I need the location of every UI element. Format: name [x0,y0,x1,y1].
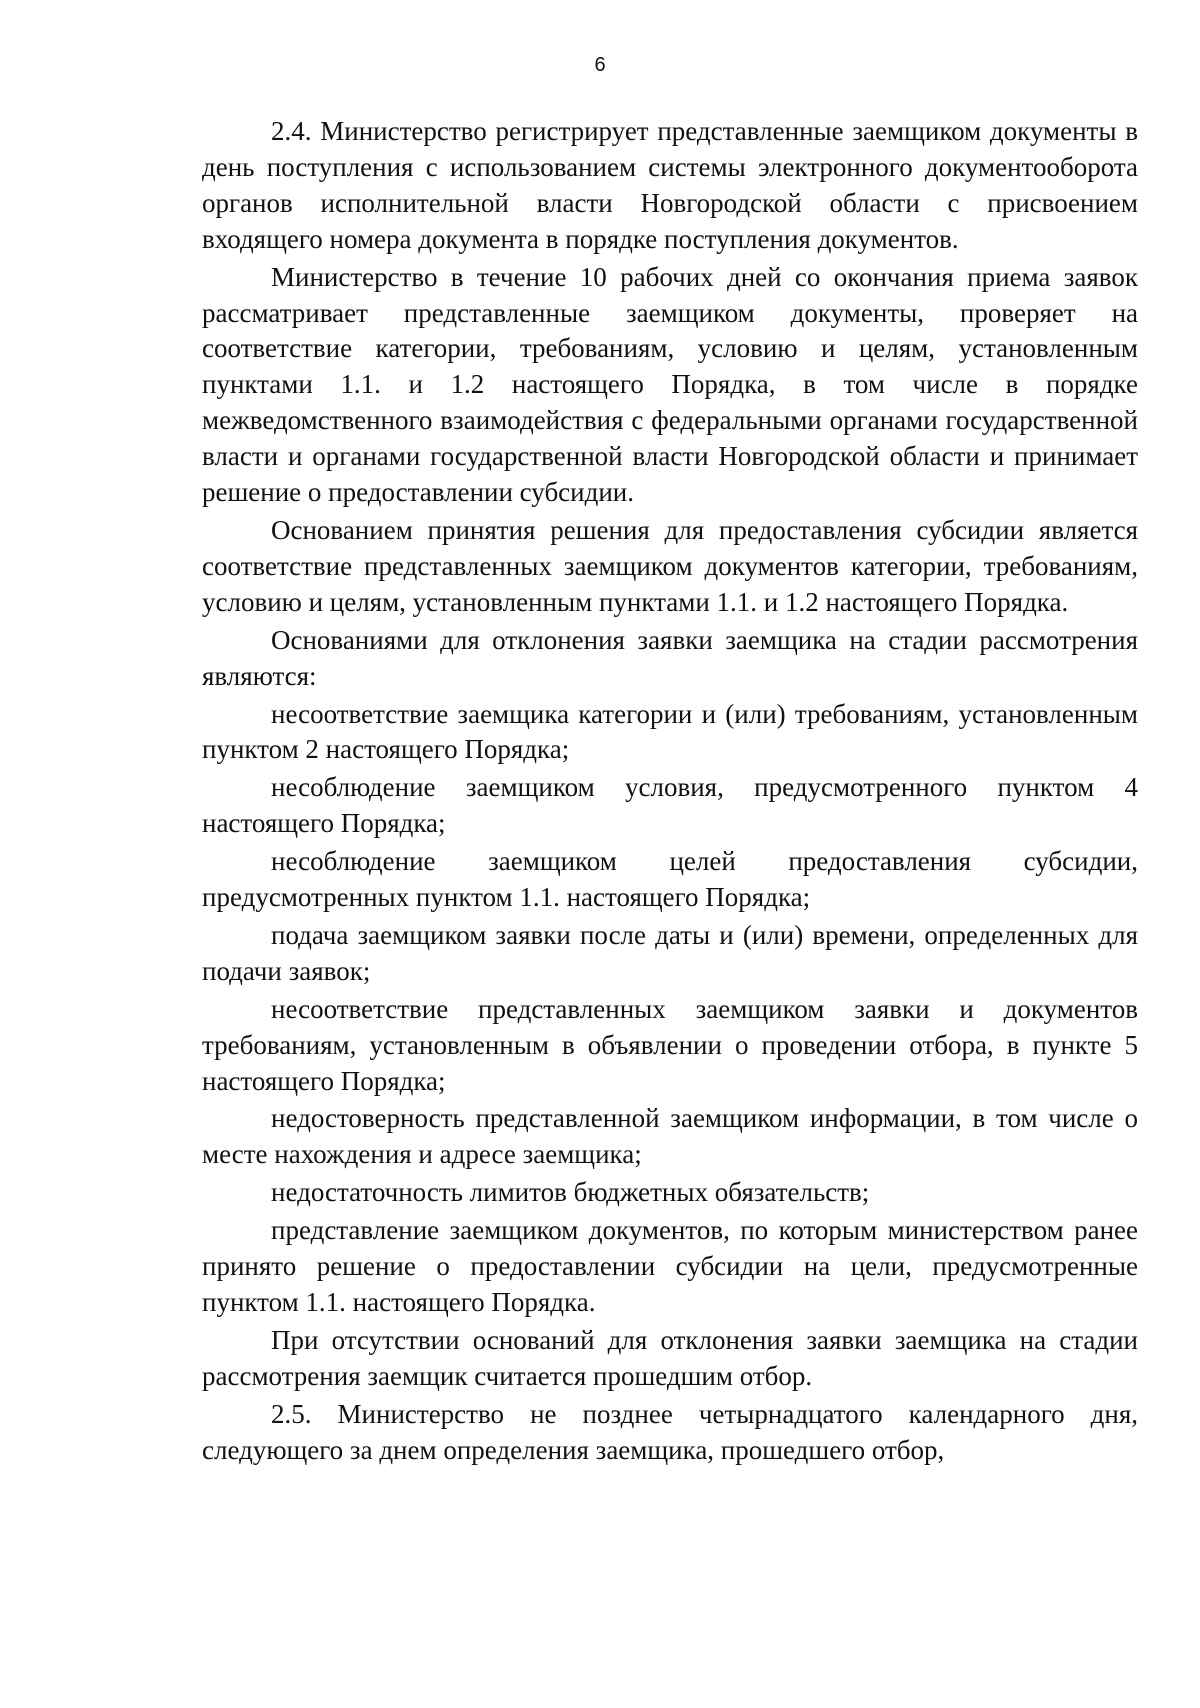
list-item-category-mismatch: несоответствие заемщика категории и (или) требованиям, установленным пунктом 2 настоящего Порядка; [202,698,1138,765]
document-body [202,114,1138,1469]
paragraph-rejection-grounds-intro: Основаниями для отклонения заявки заемщика на стадии рассмотрения являются: [202,624,1138,691]
list-item-false-information: недостоверность представленной заемщиком информации, в том числе о месте нахождения и адресе заемщика; [202,1103,1138,1170]
list-item-duplicate-documents: представление заемщиком документов, по которым министерством ранее принято решение о предоставлении субсидии на цели, предусмотренные пунктом 1.1. настоящего Порядка. [202,1215,1138,1317]
paragraph-decision-basis: Основанием принятия решения для предоставления субсидии является соответствие представленных заемщиком документов категории, требованиям, условию и целям, установленным пунктами 1.1. и 1.2 настоящего Порядка. [202,514,1138,617]
list-item-goals-violation: несоблюдение заемщиком целей предоставления субсидии, предусмотренных пунктом 1.1. настоящего Порядка; [202,846,1138,913]
list-item-documents-mismatch: несоответствие представленных заемщиком заявки и документов требованиям, установленным в объявлении о проведении отбора, в пункте 5 настоящего Порядка; [202,993,1138,1096]
paragraph-review-procedure: Министерство в течение 10 рабочих дней со окончания приема заявок рассматривает представленные заемщиком документы, проверяет на соответствие категории, требованиям, условию и целям, установленным пунктами 1.1. и 1.2 настоящего Порядка, в том числе в порядке межведомственного взаимодействия с федеральными органами государственной власти и органами государственной власти Новгородской области и принимает решение о предоставлении субсидии. [202,261,1138,508]
paragraph-2-5: 2.5. Министерство не позднее четырнадцатого календарного дня, следующего за днем определения заемщика, прошедшего отбор, [202,1398,1138,1465]
list-item-insufficient-limits: недостаточность лимитов бюджетных обязательств; [271,1177,870,1208]
paragraph-2-4: 2.4. Министерство регистрирует представленные заемщиком документы в день поступления с использованием системы электронного документооборота органов исполнительной власти Новгородской области с присвоением входящего номера документа в порядке поступления документов. [202,116,1138,254]
list-item-late-submission: подача заемщиком заявки после даты и (или) времени, определенных для подачи заявок; [202,919,1138,986]
page-number: 6 [594,54,606,76]
paragraph-passed-selection: При отсутствии оснований для отклонения заявки заемщика на стадии рассмотрения заемщик считается прошедшим отбор. [202,1324,1138,1391]
list-item-condition-violation: несоблюдение заемщиком условия, предусмотренного пунктом 4 настоящего Порядка; [202,772,1138,839]
